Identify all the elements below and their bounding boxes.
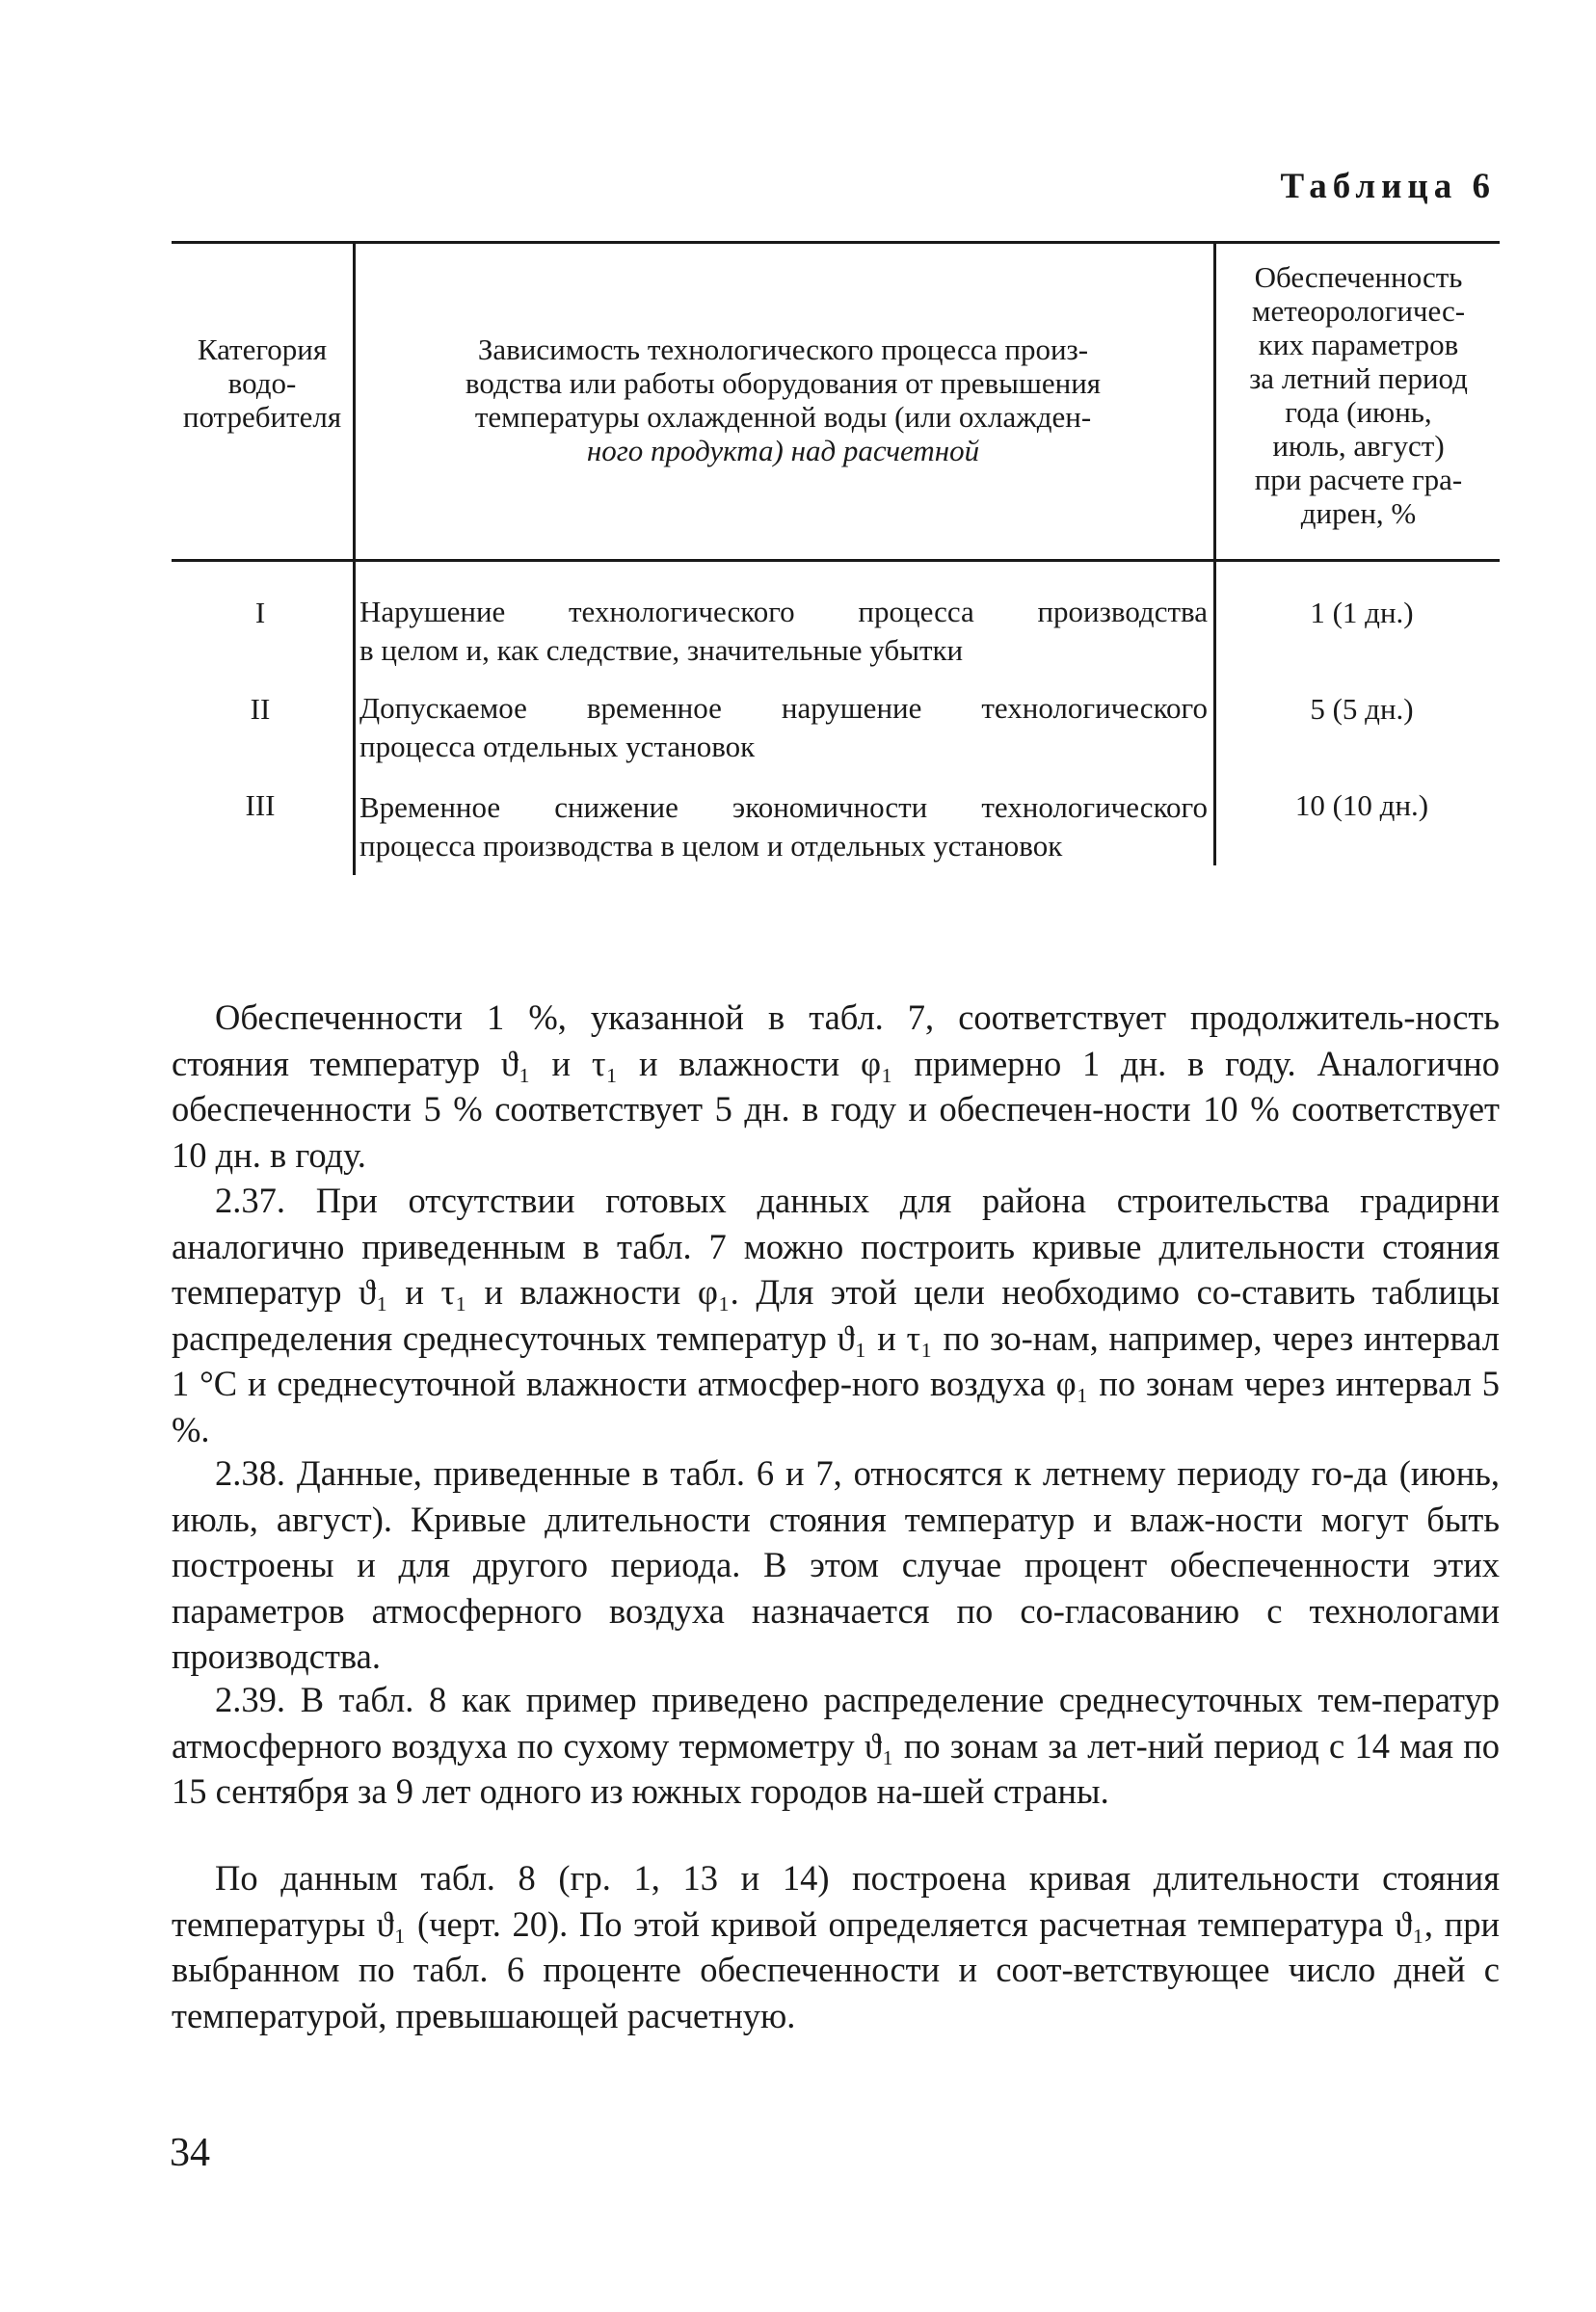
header-provision-line: за летний период — [1249, 361, 1468, 395]
header-provision-line: июль, август) — [1272, 429, 1445, 463]
row-value: 10 (10 дн.) — [1294, 788, 1429, 822]
row-description-line: Временное снижение экономичности технологического — [359, 790, 1208, 824]
header-dependency-line: ного продукта) над расчетной — [586, 434, 980, 467]
row-description — [359, 788, 1208, 865]
body-paragraph: По данным табл. 8 (гр. 1, 13 и 14) построена кривая длительности стояния температуры ϑ₁ (черт. 20). По этой кривой определяется расчетная температура ϑ₁, при выбранном по табл. 6 проценте обеспеченности и соот-ветствующее число дней с температурой, превышающей расчетную. — [172, 1858, 1500, 2035]
header-provision-line: Обеспеченность — [1254, 260, 1463, 294]
row-description-line: процесса отдельных установок — [359, 730, 756, 763]
row-description-line: процесса производства в целом и отдельных установок — [359, 829, 1063, 863]
header-category-line: потребителя — [182, 400, 342, 434]
header-provision-line: года (июнь, — [1285, 395, 1432, 429]
row-value: 1 (1 дн.) — [1310, 596, 1414, 629]
header-category — [172, 332, 353, 434]
header-provision-line: дирен, % — [1300, 496, 1417, 530]
body-paragraph: Обеспеченности 1 %, указанной в табл. 7, соответствует продолжитель-ность стояния температур ϑ₁ и τ₁ и влажности φ₁ примерно 1 дн. в году. Аналогично обеспеченности 5 % соответствует 5 дн. в году и обеспечен-ности 10 % соответствует 10 дн. в году. — [172, 997, 1500, 1175]
row-category: II — [250, 692, 271, 726]
row-description-line: в целом и, как следствие, значительные убытки — [359, 633, 964, 667]
body-paragraph: 2.39. В табл. 8 как пример приведено распределение среднесуточных тем-ператур атмосферного воздуха по сухому термометру ϑ₁ по зонам за лет-ний период с 14 мая по 15 сентября за 9 лет одного из южных городов на-шей страны. — [172, 1680, 1500, 1811]
table-top-rule — [172, 241, 1500, 244]
body-paragraph: 2.38. Данные, приведенные в табл. 6 и 7, относятся к летнему периоду го-да (июнь, июль, август). Кривые длительности стояния температур и влаж-ности могут быть построены и для другого периода. В этом случае процент обеспеченности этих параметров атмосферного воздуха назначается по со-гласованию с технологами производства. — [172, 1453, 1500, 1676]
header-dependency — [357, 332, 1210, 467]
page-number: 34 — [170, 2131, 210, 2175]
header-provision-line: при расчете гра- — [1254, 463, 1463, 496]
row-description-line: Допускаемое временное нарушение технологического — [359, 691, 1208, 725]
header-category-line: Категория — [197, 332, 328, 366]
table-column-divider-1 — [353, 241, 356, 875]
row-description-line: Нарушение технологического процесса производства — [359, 595, 1208, 628]
row-description — [359, 593, 1208, 670]
row-description — [359, 689, 1208, 766]
header-provision-line: метеорологичес- — [1251, 294, 1466, 328]
row-category: I — [254, 596, 266, 629]
table-header-rule — [172, 559, 1500, 562]
header-category-line: водо- — [227, 366, 297, 400]
row-category: III — [245, 788, 276, 822]
header-dependency-line: водства или работы оборудования от превышения — [465, 366, 1102, 400]
header-provision-line: ких параметров — [1258, 328, 1459, 361]
header-dependency-line: Зависимость технологического процесса произ- — [477, 332, 1089, 366]
row-value: 5 (5 дн.) — [1310, 692, 1414, 726]
body-paragraph: 2.37. При отсутствии готовых данных для района строительства градирни аналогично приведенным в табл. 7 можно построить кривые длительности стояния температур ϑ₁ и τ₁ и влажности φ₁. Для этой цели необходимо со-ставить таблицы распределения среднесуточных температур ϑ₁ и τ₁ по зо-нам, например, через интервал 1 °С и среднесуточной влажности атмосфер-ного воздуха φ₁ по зонам через интервал 5 %. — [172, 1181, 1500, 1449]
table-caption: Таблица 6 — [1280, 167, 1496, 206]
header-dependency-line: температуры охлажденной воды (или охлажден- — [474, 400, 1092, 434]
header-provision — [1216, 260, 1501, 530]
